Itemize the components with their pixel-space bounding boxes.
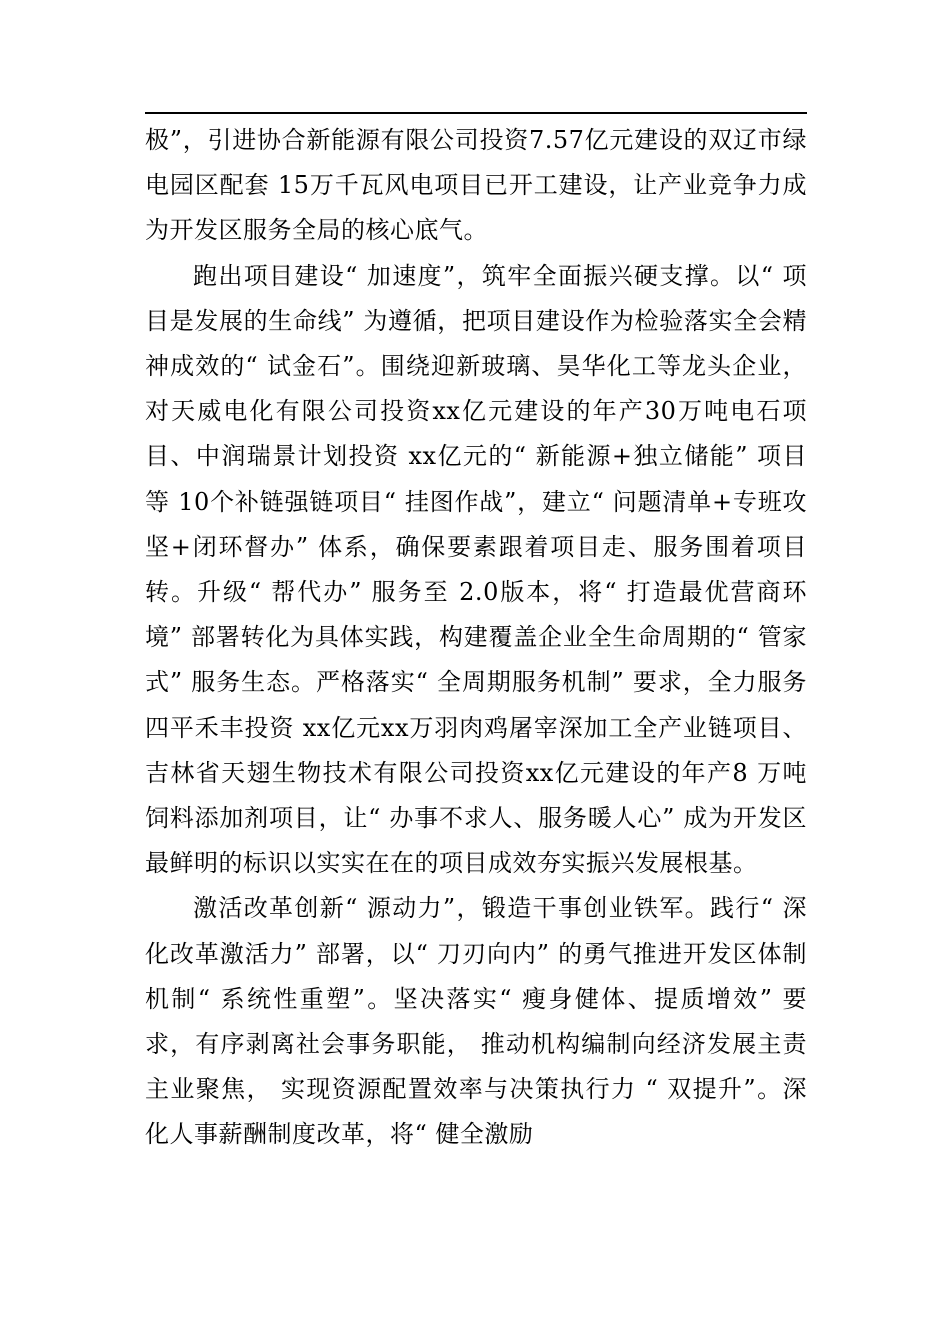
paragraph-2: 跑出项目建设“ 加速度”，筑牢全面振兴硬支撑。以“ 项目是发展的生命线” 为遵循，把项目建设作为检验落实全会精神成效的“ 试金石”。围绕迎新玻璃、昊华化工等龙头企业，对天威电化有限公司投资xx亿元建设的年产30万吨电石项目、中润瑞景计划投资 xx亿元的“ 新能源+独立储能” 项目等 10个补链强链项目“ 挂图作战”，建立“ 问题清单+专班攻坚+闭环督办” 体系，确保要素跟着项目走、服务围着项目转。升级“ 帮代办” 服务至 2.0版本，将“ 打造最优营商环境” 部署转化为具体实践，构建覆盖企业全生命周期的“ 管家式” 服务生态。严格落实“ 全周期服务机制” 要求，全力服务四平禾丰投资 xx亿元xx万羽肉鸡屠宰深加工全产业链项目、吉林省天翅生物技术有限公司投资xx亿元建设的年产8 万吨饲料添加剂项目，让“ 办事不求人、服务暖人心” 成为开发区最鲜明的标识以实实在在的项目成效夯实振兴发展根基。 [145, 261, 807, 878]
header-rule [145, 112, 807, 114]
paragraph-3: 激活改革创新“ 源动力”，锻造干事创业铁军。践行“ 深化改革激活力” 部署，以“ 刀刃向内” 的勇气推进开发区体制机制“ 系统性重塑”。坚决落实“ 瘦身健体、提质增效” 要求，有序剥离社会事务职能， 推动机构编制向经济发展主责主业聚焦， 实现资源配置效率与决策执行力 “ 双提升”。深化人事薪酬制度改革，将“ 健全激励 [145, 894, 807, 1149]
paragraph-1: 极”，引进协合新能源有限公司投资7.57亿元建设的双辽市绿电园区配套 15万千瓦风电项目已开工建设，让产业竞争力成为开发区服务全局的核心底气。 [145, 126, 807, 245]
document-body [145, 118, 807, 1158]
